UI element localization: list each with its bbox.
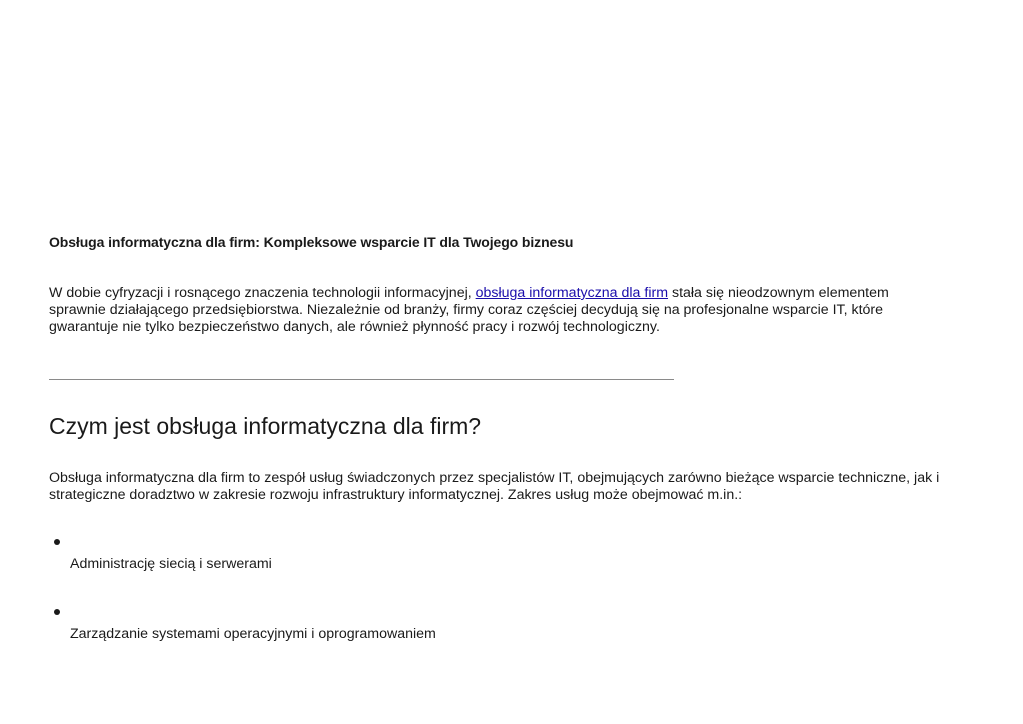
intro-text-after-link: stała się nieodzownym elementem sprawnie działającego przedsiębiorstwa. Niezależnie od branży, firmy coraz częściej decydują się na profesjonalne wsparcie IT, które gwarantuje nie tylko bezpieczeństwo danych, ale również płynność pracy i rozwój technologiczny. [49,285,889,335]
intro-link[interactable]: obsługa informatyczna dla firm [475,285,669,301]
bullet-icon [54,539,60,545]
document-title: Obsługa informatyczna dla firm: Kompleksowe wsparcie IT dla Twojego biznesu [49,234,574,250]
section-divider [49,379,674,380]
section-paragraph: Obsługa informatyczna dla firm to zespół usług świadczonych przez specjalistów IT, obejmujących zarówno bieżące wsparcie techniczne, jak i strategiczne doradztwo w zakresie rozwoju infrastruktury informatycznej. Zakres usług może obejmować m.in.: [49,470,940,503]
intro-paragraph [49,285,929,336]
section-heading: Czym jest obsługa informatyczna dla firm? [49,413,482,439]
list-item-label: Administrację siecią i serwerami [70,556,272,572]
bullet-icon [54,609,60,615]
intro-text-before-link: W dobie cyfryzacji i rosnącego znaczenia technologii informacyjnej, [49,285,476,301]
list-item-label: Zarządzanie systemami operacyjnymi i oprogramowaniem [70,626,436,642]
